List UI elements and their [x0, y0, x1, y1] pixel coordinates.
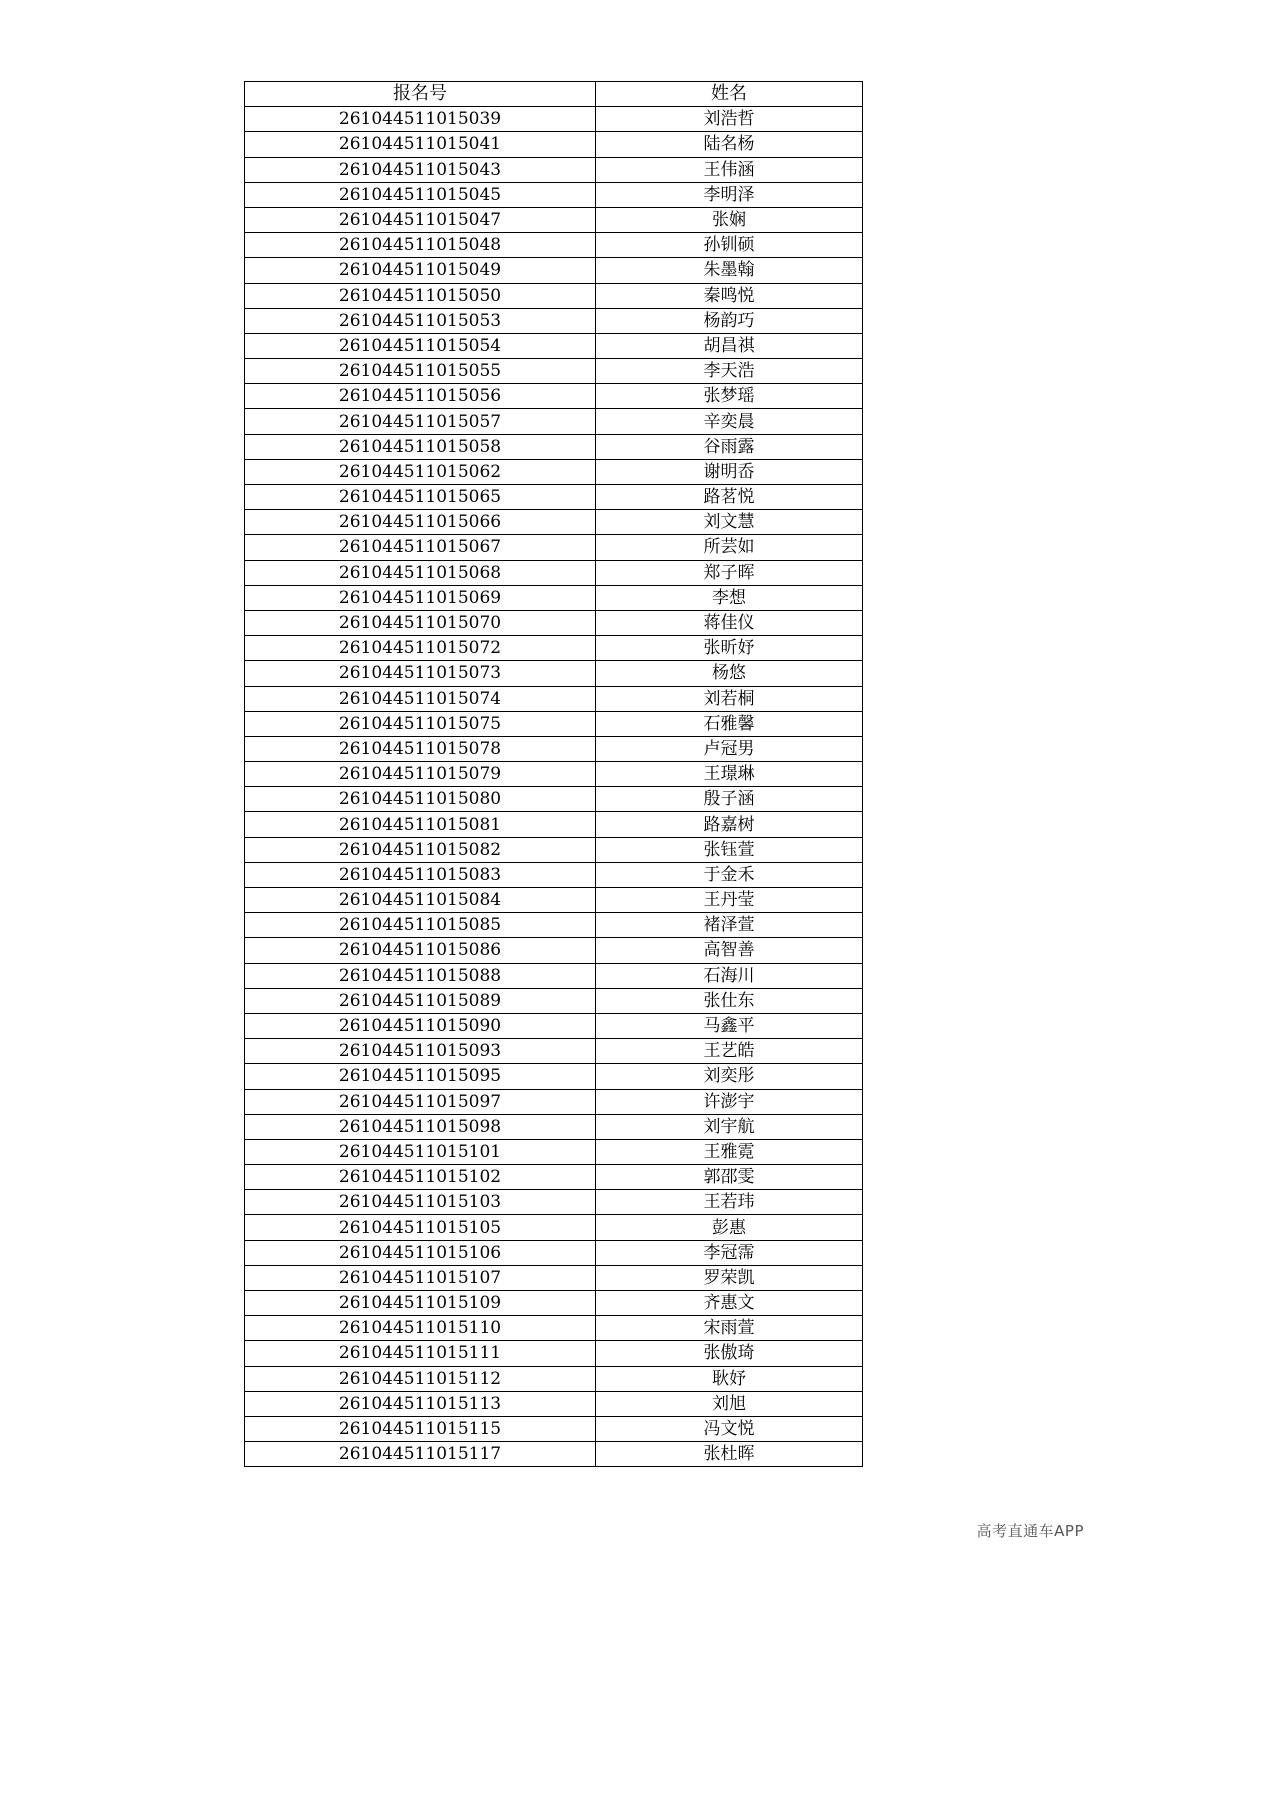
table-body	[245, 107, 863, 1467]
name-cell: 宋雨萱	[596, 1316, 863, 1341]
table-row	[245, 988, 863, 1013]
name-cell: 路嘉树	[596, 812, 863, 837]
name-cell: 王艺皓	[596, 1039, 863, 1064]
registration-number-cell: 261044511015056	[245, 384, 596, 409]
name-cell: 张杜晖	[596, 1442, 863, 1467]
registration-number-cell: 261044511015086	[245, 938, 596, 963]
table-row	[245, 1064, 863, 1089]
registration-number-cell: 261044511015083	[245, 862, 596, 887]
table-row	[245, 736, 863, 761]
table-row	[245, 1316, 863, 1341]
name-cell: 刘文慧	[596, 510, 863, 535]
table-row	[245, 1165, 863, 1190]
registration-number-cell: 261044511015075	[245, 711, 596, 736]
name-cell: 朱墨翰	[596, 258, 863, 283]
registration-number-cell: 261044511015097	[245, 1089, 596, 1114]
registration-number-cell: 261044511015053	[245, 308, 596, 333]
table-row	[245, 610, 863, 635]
registration-number-cell: 261044511015111	[245, 1341, 596, 1366]
name-cell: 郑子晖	[596, 560, 863, 585]
name-cell: 高智善	[596, 938, 863, 963]
name-cell: 张钰萱	[596, 837, 863, 862]
table-row	[245, 359, 863, 384]
table-row	[245, 1442, 863, 1467]
table-row	[245, 107, 863, 132]
registration-number-cell: 261044511015113	[245, 1391, 596, 1416]
name-cell: 张傲琦	[596, 1341, 863, 1366]
table-row	[245, 182, 863, 207]
registration-number-cell: 261044511015088	[245, 963, 596, 988]
registration-number-cell: 261044511015102	[245, 1165, 596, 1190]
name-cell: 杨韵巧	[596, 308, 863, 333]
name-cell: 张娴	[596, 207, 863, 232]
table-row	[245, 233, 863, 258]
name-cell: 路茗悦	[596, 485, 863, 510]
registration-number-cell: 261044511015084	[245, 888, 596, 913]
table-row	[245, 1265, 863, 1290]
registration-number-cell: 261044511015109	[245, 1291, 596, 1316]
registration-number-cell: 261044511015050	[245, 283, 596, 308]
registration-number-cell: 261044511015062	[245, 459, 596, 484]
name-cell: 耿妤	[596, 1366, 863, 1391]
table-row	[245, 1089, 863, 1114]
table-row	[245, 812, 863, 837]
table-row	[245, 686, 863, 711]
name-cell: 石雅馨	[596, 711, 863, 736]
name-cell: 李天浩	[596, 359, 863, 384]
table-row	[245, 510, 863, 535]
name-cell: 张昕妤	[596, 636, 863, 661]
name-cell: 齐惠文	[596, 1291, 863, 1316]
name-cell: 石海川	[596, 963, 863, 988]
table-row	[245, 661, 863, 686]
registration-number-cell: 261044511015054	[245, 333, 596, 358]
registration-number-cell: 261044511015069	[245, 585, 596, 610]
registration-number-cell: 261044511015039	[245, 107, 596, 132]
registration-number-cell: 261044511015112	[245, 1366, 596, 1391]
registration-number-cell: 261044511015110	[245, 1316, 596, 1341]
table-row	[245, 862, 863, 887]
registration-number-cell: 261044511015058	[245, 434, 596, 459]
registration-number-cell: 261044511015106	[245, 1240, 596, 1265]
registration-number-cell: 261044511015089	[245, 988, 596, 1013]
name-cell: 卢冠男	[596, 736, 863, 761]
name-cell: 李明泽	[596, 182, 863, 207]
registration-number-cell: 261044511015055	[245, 359, 596, 384]
registration-number-cell: 261044511015117	[245, 1442, 596, 1467]
table-row	[245, 963, 863, 988]
table-row	[245, 535, 863, 560]
registration-number-cell: 261044511015093	[245, 1039, 596, 1064]
table-row	[245, 560, 863, 585]
table-row	[245, 913, 863, 938]
registration-number-cell: 261044511015057	[245, 409, 596, 434]
name-cell: 郭邵雯	[596, 1165, 863, 1190]
registration-number-cell: 261044511015107	[245, 1265, 596, 1290]
table-row	[245, 1114, 863, 1139]
name-cell: 王伟涵	[596, 157, 863, 182]
registration-number-cell: 261044511015095	[245, 1064, 596, 1089]
name-cell: 李冠霈	[596, 1240, 863, 1265]
registration-number-cell: 261044511015074	[245, 686, 596, 711]
table-row	[245, 1190, 863, 1215]
registration-number-cell: 261044511015078	[245, 736, 596, 761]
registration-number-cell: 261044511015067	[245, 535, 596, 560]
table-row	[245, 1013, 863, 1038]
registration-number-cell: 261044511015066	[245, 510, 596, 535]
registration-number-cell: 261044511015090	[245, 1013, 596, 1038]
registration-number-cell: 261044511015049	[245, 258, 596, 283]
name-cell: 孙钏硕	[596, 233, 863, 258]
name-cell: 彭惠	[596, 1215, 863, 1240]
registration-number-cell: 261044511015065	[245, 485, 596, 510]
name-cell: 刘奕彤	[596, 1064, 863, 1089]
registration-number-cell: 261044511015072	[245, 636, 596, 661]
name-cell: 刘宇航	[596, 1114, 863, 1139]
registration-number-cell: 261044511015103	[245, 1190, 596, 1215]
table-row	[245, 1366, 863, 1391]
table-row	[245, 1291, 863, 1316]
name-cell: 秦鸣悦	[596, 283, 863, 308]
table-row	[245, 585, 863, 610]
name-cell: 张梦瑶	[596, 384, 863, 409]
name-cell: 刘若桐	[596, 686, 863, 711]
table-row	[245, 308, 863, 333]
table-row	[245, 1341, 863, 1366]
name-cell: 王若玮	[596, 1190, 863, 1215]
table-row	[245, 157, 863, 182]
table-row	[245, 711, 863, 736]
table-row	[245, 132, 863, 157]
registration-number-cell: 261044511015080	[245, 787, 596, 812]
header-name: 姓名	[596, 82, 863, 107]
name-cell: 蒋佳仪	[596, 610, 863, 635]
registration-number-cell: 261044511015082	[245, 837, 596, 862]
table-row	[245, 938, 863, 963]
name-cell: 于金禾	[596, 862, 863, 887]
name-cell: 罗荣凯	[596, 1265, 863, 1290]
table-row	[245, 1039, 863, 1064]
registration-number-cell: 261044511015081	[245, 812, 596, 837]
table-row	[245, 1215, 863, 1240]
roster-table	[244, 81, 863, 1467]
registration-number-cell: 261044511015070	[245, 610, 596, 635]
name-cell: 辛奕晨	[596, 409, 863, 434]
registration-number-cell: 261044511015045	[245, 182, 596, 207]
name-cell: 殷子涵	[596, 787, 863, 812]
table-row	[245, 837, 863, 862]
registration-number-cell: 261044511015115	[245, 1416, 596, 1441]
table-row	[245, 434, 863, 459]
name-cell: 王雅霓	[596, 1139, 863, 1164]
registration-number-cell: 261044511015068	[245, 560, 596, 585]
table-row	[245, 207, 863, 232]
name-cell: 褚泽萱	[596, 913, 863, 938]
table-row	[245, 384, 863, 409]
name-cell: 王璟琳	[596, 762, 863, 787]
name-cell: 王丹莹	[596, 888, 863, 913]
name-cell: 谷雨露	[596, 434, 863, 459]
name-cell: 杨悠	[596, 661, 863, 686]
registration-number-cell: 261044511015073	[245, 661, 596, 686]
table-row	[245, 409, 863, 434]
table-row	[245, 762, 863, 787]
name-cell: 许澎宇	[596, 1089, 863, 1114]
name-cell: 张仕东	[596, 988, 863, 1013]
table-row	[245, 258, 863, 283]
table-row	[245, 1391, 863, 1416]
registration-number-cell: 261044511015105	[245, 1215, 596, 1240]
table-row	[245, 888, 863, 913]
table-row	[245, 1240, 863, 1265]
name-cell: 冯文悦	[596, 1416, 863, 1441]
name-cell: 所芸如	[596, 535, 863, 560]
name-cell: 陆名杨	[596, 132, 863, 157]
registration-number-cell: 261044511015101	[245, 1139, 596, 1164]
registration-number-cell: 261044511015048	[245, 233, 596, 258]
table-row	[245, 636, 863, 661]
header-registration-number: 报名号	[245, 82, 596, 107]
watermark: 高考直通车APP	[976, 1522, 1084, 1540]
registration-number-cell: 261044511015043	[245, 157, 596, 182]
name-cell: 马鑫平	[596, 1013, 863, 1038]
name-cell: 刘浩哲	[596, 107, 863, 132]
name-cell: 谢明岙	[596, 459, 863, 484]
registration-number-cell: 261044511015098	[245, 1114, 596, 1139]
name-cell: 胡昌祺	[596, 333, 863, 358]
table-row	[245, 1416, 863, 1441]
registration-number-cell: 261044511015085	[245, 913, 596, 938]
table-row	[245, 787, 863, 812]
registration-number-cell: 261044511015079	[245, 762, 596, 787]
table-row	[245, 1139, 863, 1164]
table-row	[245, 283, 863, 308]
name-cell: 李想	[596, 585, 863, 610]
table-row	[245, 459, 863, 484]
name-cell: 刘旭	[596, 1391, 863, 1416]
registration-number-cell: 261044511015041	[245, 132, 596, 157]
registration-number-cell: 261044511015047	[245, 207, 596, 232]
table-row	[245, 485, 863, 510]
table-header-row	[245, 82, 863, 107]
table-row	[245, 333, 863, 358]
